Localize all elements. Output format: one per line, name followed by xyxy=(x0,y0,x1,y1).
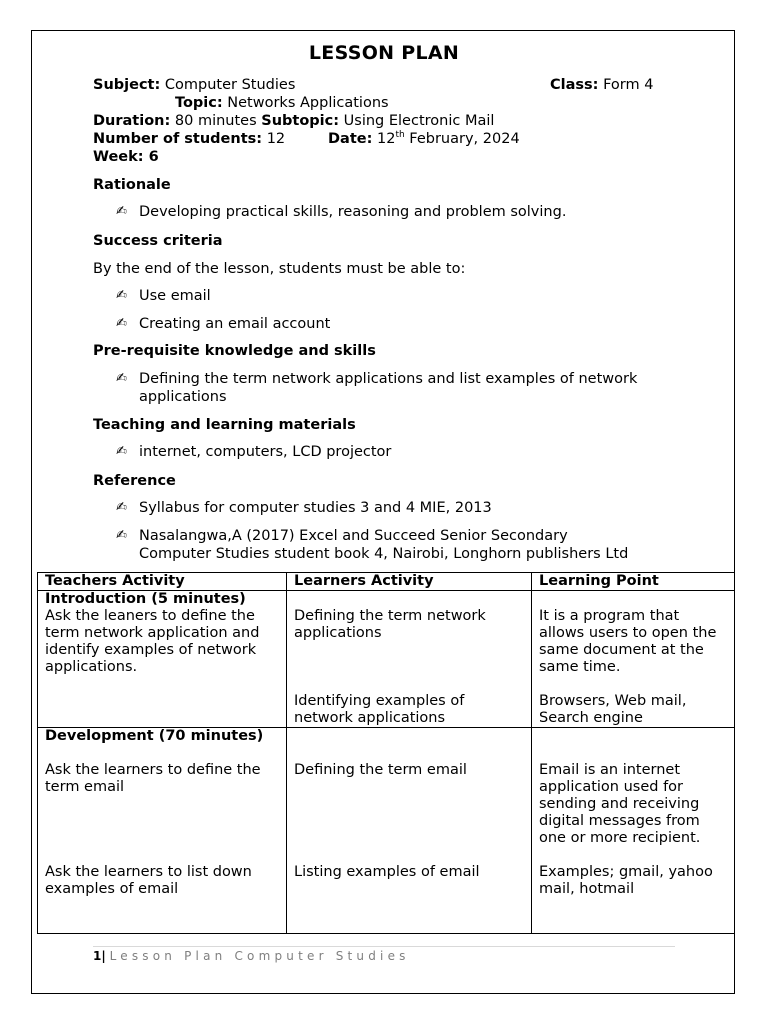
date-label: Date: xyxy=(328,131,373,147)
footer-text: Lesson Plan Computer Studies xyxy=(109,949,410,963)
writing-hand-icon: ✍ xyxy=(116,528,127,543)
dev-learner-cell xyxy=(287,728,532,934)
prereq-item-line1: Defining the term network applications and list examples of network xyxy=(139,371,638,387)
writing-hand-icon: ✍ xyxy=(116,316,127,331)
reference-item-line2: Computer Studies student book 4, Nairobi, Longhorn publishers Ltd xyxy=(139,546,629,562)
writing-hand-icon: ✍ xyxy=(116,204,127,219)
dev-point-text-1: Email is an internet application used for sending and receiving digital messages from one or more recipient. xyxy=(539,762,701,846)
date-suffix: th xyxy=(395,130,405,140)
writing-hand-icon: ✍ xyxy=(116,444,127,459)
subtopic-value: Using Electronic Mail xyxy=(343,113,495,129)
page-title: LESSON PLAN xyxy=(308,42,460,64)
subtopic-label: Subtopic: xyxy=(261,113,340,129)
header-teachers-activity: Teachers Activity xyxy=(38,573,287,591)
dev-teacher-text-2: Ask the learners to list down examples of email xyxy=(45,864,252,897)
topic-value: Networks Applications xyxy=(227,95,389,111)
success-intro: By the end of the lesson, students must be able to: xyxy=(93,261,466,277)
page-number: 1 xyxy=(93,949,102,963)
students-label: Number of students: xyxy=(93,131,263,147)
students-value: 12 xyxy=(266,131,286,147)
materials-item: internet, computers, LCD projector xyxy=(139,444,392,460)
intro-learner-cell xyxy=(287,591,532,728)
success-heading: Success criteria xyxy=(93,233,223,249)
date-rest: February, 2024 xyxy=(409,131,520,147)
prereq-heading: Pre-requisite knowledge and skills xyxy=(93,343,376,359)
table-header-row xyxy=(38,573,735,591)
date-line xyxy=(328,130,520,148)
duration-value: 80 minutes xyxy=(174,113,257,129)
table-row-introduction xyxy=(38,591,735,728)
dev-point-text-2: Examples; gmail, yahoo mail, hotmail xyxy=(539,864,713,897)
writing-hand-icon: ✍ xyxy=(116,371,127,386)
header-learning-point: Learning Point xyxy=(532,573,735,591)
reference-heading: Reference xyxy=(93,473,176,489)
dev-heading: Development (70 minutes) xyxy=(45,728,264,744)
dev-point-cell xyxy=(532,728,735,934)
dev-teacher-cell xyxy=(38,728,287,934)
dev-teacher-text-1: Ask the learners to define the term email xyxy=(45,762,261,795)
week-line: Week: 6 xyxy=(93,149,159,165)
intro-teacher-cell xyxy=(38,591,287,728)
topic-line xyxy=(175,94,389,112)
dev-learner-text-1: Defining the term email xyxy=(294,762,467,778)
activity-table xyxy=(37,572,735,934)
writing-hand-icon: ✍ xyxy=(116,500,127,515)
date-day: 12 xyxy=(377,131,396,147)
subject-line xyxy=(93,76,295,94)
class-label: Class: xyxy=(550,77,599,93)
intro-point-text-2: Browsers, Web mail, Search engine xyxy=(539,693,687,726)
reference-item: Syllabus for computer studies 3 and 4 MIE, 2013 xyxy=(139,500,492,516)
subject-value: Computer Studies xyxy=(164,77,296,93)
dev-learner-text-2: Listing examples of email xyxy=(294,864,480,880)
reference-item-line1: Nasalangwa,A (2017) Excel and Succeed Senior Secondary xyxy=(139,528,568,544)
intro-heading: Introduction (5 minutes) xyxy=(45,591,246,607)
subject-label: Subject: xyxy=(93,77,161,93)
success-item: Use email xyxy=(139,288,211,304)
intro-learner-text-2: Identifying examples of network applications xyxy=(294,693,465,726)
footer-divider xyxy=(93,946,675,947)
class-line xyxy=(550,76,653,94)
duration-line xyxy=(93,112,494,130)
intro-learner-text-1: Defining the term network applications xyxy=(294,608,486,641)
prereq-item-line2: applications xyxy=(139,389,227,405)
header-learners-activity: Learners Activity xyxy=(287,573,532,591)
class-value: Form 4 xyxy=(603,77,654,93)
page-footer xyxy=(93,949,410,963)
rationale-heading: Rationale xyxy=(93,177,171,193)
duration-label: Duration: xyxy=(93,113,171,129)
table-row-development xyxy=(38,728,735,934)
footer-separator: | xyxy=(101,949,106,963)
students-line xyxy=(93,130,285,148)
writing-hand-icon: ✍ xyxy=(116,288,127,303)
success-item: Creating an email account xyxy=(139,316,331,332)
rationale-item: Developing practical skills, reasoning and problem solving. xyxy=(139,204,567,220)
materials-heading: Teaching and learning materials xyxy=(93,417,356,433)
intro-teacher-text: Ask the leaners to define the term network application and identify examples of network applications. xyxy=(45,608,260,675)
intro-point-cell xyxy=(532,591,735,728)
intro-point-text-1: It is a program that allows users to open the same document at the same time. xyxy=(539,608,717,675)
topic-label: Topic: xyxy=(175,95,223,111)
